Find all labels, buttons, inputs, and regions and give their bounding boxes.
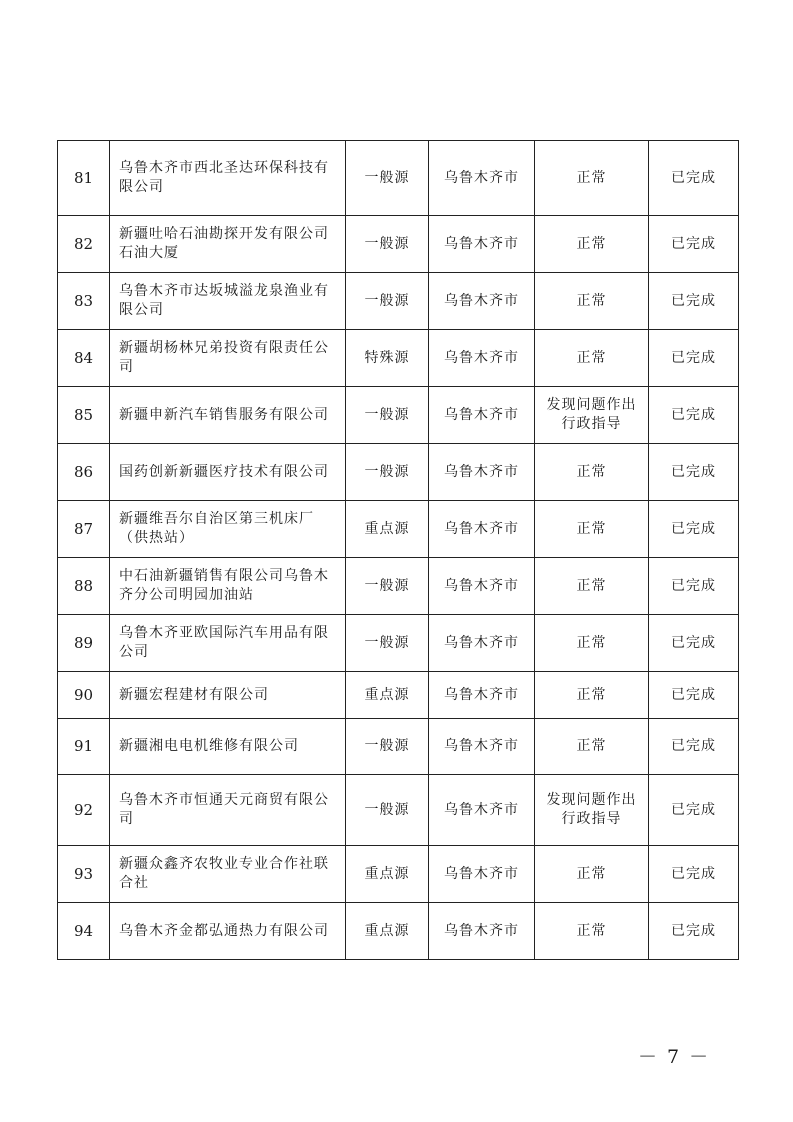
inspection-result: 发现问题作出行政指导 <box>535 387 649 444</box>
region: 乌鲁木齐市 <box>429 330 535 387</box>
company-name: 乌鲁木齐市西北圣达环保科技有限公司 <box>110 141 346 216</box>
region: 乌鲁木齐市 <box>429 273 535 330</box>
source-type: 一般源 <box>346 615 429 672</box>
table-row <box>58 903 739 960</box>
company-name: 新疆胡杨林兄弟投资有限责任公司 <box>110 330 346 387</box>
inspection-result: 正常 <box>535 672 649 719</box>
region: 乌鲁木齐市 <box>429 775 535 846</box>
row-number: 87 <box>58 501 110 558</box>
source-type: 重点源 <box>346 501 429 558</box>
company-name: 乌鲁木齐金都弘通热力有限公司 <box>110 903 346 960</box>
company-name: 国药创新新疆医疗技术有限公司 <box>110 444 346 501</box>
region: 乌鲁木齐市 <box>429 719 535 775</box>
table-row <box>58 672 739 719</box>
source-type: 一般源 <box>346 387 429 444</box>
inspection-result: 发现问题作出行政指导 <box>535 775 649 846</box>
company-name: 新疆吐哈石油勘探开发有限公司石油大厦 <box>110 216 346 273</box>
company-name: 乌鲁木齐市达坂城溢龙泉渔业有限公司 <box>110 273 346 330</box>
inspection-result: 正常 <box>535 501 649 558</box>
table-row <box>58 444 739 501</box>
region: 乌鲁木齐市 <box>429 501 535 558</box>
inspection-result: 正常 <box>535 141 649 216</box>
company-name: 中石油新疆销售有限公司乌鲁木齐分公司明园加油站 <box>110 558 346 615</box>
source-type: 一般源 <box>346 141 429 216</box>
inspection-result: 正常 <box>535 273 649 330</box>
completion-status: 已完成 <box>649 903 739 960</box>
completion-status: 已完成 <box>649 615 739 672</box>
inspection-result: 正常 <box>535 846 649 903</box>
completion-status: 已完成 <box>649 501 739 558</box>
region: 乌鲁木齐市 <box>429 387 535 444</box>
completion-status: 已完成 <box>649 330 739 387</box>
region: 乌鲁木齐市 <box>429 558 535 615</box>
row-number: 91 <box>58 719 110 775</box>
source-type: 一般源 <box>346 775 429 846</box>
source-type: 重点源 <box>346 903 429 960</box>
inspection-result: 正常 <box>535 444 649 501</box>
completion-status: 已完成 <box>649 672 739 719</box>
region: 乌鲁木齐市 <box>429 672 535 719</box>
table-row <box>58 141 739 216</box>
inspection-table <box>57 140 739 960</box>
table-row <box>58 273 739 330</box>
region: 乌鲁木齐市 <box>429 846 535 903</box>
row-number: 81 <box>58 141 110 216</box>
region: 乌鲁木齐市 <box>429 444 535 501</box>
inspection-result: 正常 <box>535 216 649 273</box>
row-number: 82 <box>58 216 110 273</box>
source-type: 一般源 <box>346 273 429 330</box>
table-row <box>58 501 739 558</box>
company-name: 新疆众鑫齐农牧业专业合作社联合社 <box>110 846 346 903</box>
source-type: 一般源 <box>346 558 429 615</box>
table-row <box>58 216 739 273</box>
completion-status: 已完成 <box>649 216 739 273</box>
company-name: 新疆申新汽车销售服务有限公司 <box>110 387 346 444</box>
completion-status: 已完成 <box>649 558 739 615</box>
table-row <box>58 719 739 775</box>
company-name: 乌鲁木齐市恒通天元商贸有限公司 <box>110 775 346 846</box>
row-number: 84 <box>58 330 110 387</box>
company-name: 乌鲁木齐亚欧国际汽车用品有限公司 <box>110 615 346 672</box>
company-name: 新疆宏程建材有限公司 <box>110 672 346 719</box>
table-row <box>58 775 739 846</box>
row-number: 85 <box>58 387 110 444</box>
source-type: 重点源 <box>346 672 429 719</box>
row-number: 93 <box>58 846 110 903</box>
page-number: － 7 － <box>638 1046 711 1068</box>
completion-status: 已完成 <box>649 387 739 444</box>
company-name: 新疆湘电电机维修有限公司 <box>110 719 346 775</box>
row-number: 94 <box>58 903 110 960</box>
row-number: 86 <box>58 444 110 501</box>
completion-status: 已完成 <box>649 273 739 330</box>
row-number: 83 <box>58 273 110 330</box>
completion-status: 已完成 <box>649 719 739 775</box>
region: 乌鲁木齐市 <box>429 903 535 960</box>
row-number: 89 <box>58 615 110 672</box>
completion-status: 已完成 <box>649 775 739 846</box>
completion-status: 已完成 <box>649 846 739 903</box>
table-row <box>58 558 739 615</box>
inspection-result: 正常 <box>535 330 649 387</box>
completion-status: 已完成 <box>649 141 739 216</box>
region: 乌鲁木齐市 <box>429 216 535 273</box>
table-row <box>58 846 739 903</box>
inspection-result: 正常 <box>535 558 649 615</box>
row-number: 88 <box>58 558 110 615</box>
table-row <box>58 615 739 672</box>
completion-status: 已完成 <box>649 444 739 501</box>
source-type: 一般源 <box>346 444 429 501</box>
table-row <box>58 330 739 387</box>
row-number: 92 <box>58 775 110 846</box>
inspection-result: 正常 <box>535 903 649 960</box>
source-type: 一般源 <box>346 216 429 273</box>
source-type: 一般源 <box>346 719 429 775</box>
inspection-result: 正常 <box>535 719 649 775</box>
source-type: 重点源 <box>346 846 429 903</box>
source-type: 特殊源 <box>346 330 429 387</box>
row-number: 90 <box>58 672 110 719</box>
company-name: 新疆维吾尔自治区第三机床厂（供热站） <box>110 501 346 558</box>
inspection-result: 正常 <box>535 615 649 672</box>
inspection-table-container <box>57 140 738 960</box>
table-row <box>58 387 739 444</box>
region: 乌鲁木齐市 <box>429 615 535 672</box>
region: 乌鲁木齐市 <box>429 141 535 216</box>
